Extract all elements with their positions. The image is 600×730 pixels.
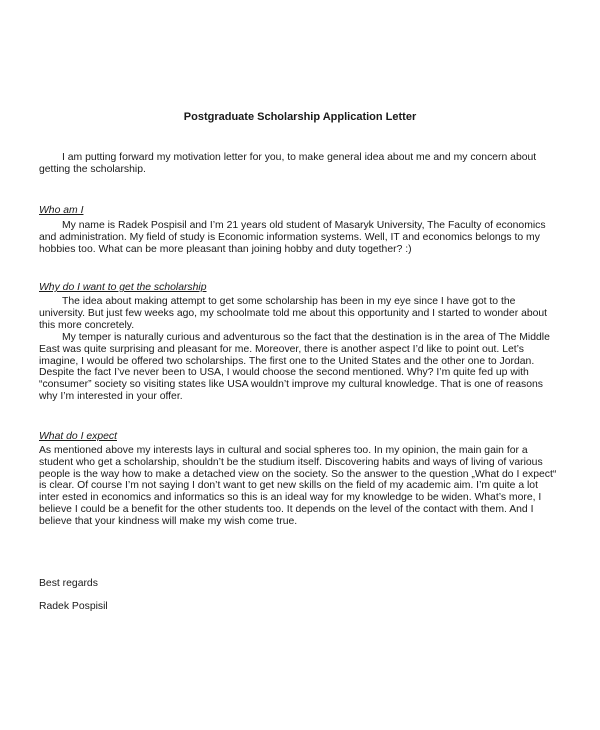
text-line: student who get a scholarship, shouldn’t be the studium itself. Discovering habits and ways of living of various <box>39 456 543 468</box>
text-line: hobbies too. What can be more pleasant than joining hobby and duty together? :) <box>39 243 412 255</box>
text-line: this more concretely. <box>39 319 135 331</box>
text-line: East was quite surprising and pleasant for me. Moreover, there is another aspect I’d like to point out. Let’s <box>39 343 524 355</box>
section-heading-what-do-i-expect: What do I expect <box>39 431 117 442</box>
text-line: As mentioned above my interests lays in cultural and social spheres too. In my opinion, the main gain for a <box>39 445 528 456</box>
text-line: My name is Radek Pospisil and I’m 21 years old student of Masaryk University, The Faculty of economics <box>62 220 546 231</box>
intro-paragraph <box>39 152 563 176</box>
text-line: and administration. My field of study is Economic information systems. Well, IT and economics belongs to my <box>39 231 540 243</box>
text-line: university. But just few weeks ago, my schoolmate told me about this opportunity and I started to wonder about <box>39 307 548 319</box>
signature-text: Radek Pospisil <box>39 601 108 612</box>
text-line: why I’m interested in your offer. <box>39 390 183 402</box>
section-paragraph <box>39 332 563 403</box>
text-line: “consumer” society so visiting states like USA wouldn’t improve my cultural knowledge. That is one of reasons <box>39 379 543 391</box>
text-line: people is the way how to make a detached view on the society. So the answer to the question „What do I expect“ <box>39 468 557 480</box>
section-paragraph <box>39 220 563 255</box>
text-line: I am putting forward my motivation letter for you, to make general idea about me and my concern about <box>62 152 537 163</box>
text-line: believe that your kindness will make my wish come true. <box>39 515 298 527</box>
section-paragraph <box>39 296 563 331</box>
text-line: is clear. Of course I’m not saying I don’t want to get new skills on the field of my academic aim. I’m quite a lot <box>39 480 538 492</box>
text-line: getting the scholarship. <box>39 163 146 175</box>
text-line: Despite the fact I’ve never been to USA, I would choose the second mentioned. Why? I’m quite fed up with <box>39 367 529 379</box>
closing-text: Best regards <box>39 578 98 589</box>
text-line: My temper is naturally curious and adventurous so the fact that the destination is in the area of The Middle <box>62 332 550 343</box>
text-line: inter ested in economics and informatics so this is an ideal way for my knowledge to be widen. What’s more, I <box>39 492 542 504</box>
text-line: imagine, I would be offered two scholarships. The first one to the United States and the other one to Jordan. <box>39 355 535 367</box>
section-heading-why: Why do I want to get the scholarship <box>39 282 207 293</box>
page-title: Postgraduate Scholarship Application Letter <box>183 111 417 123</box>
section-paragraph <box>39 445 563 528</box>
section-heading-who-am-i: Who am I <box>39 205 84 216</box>
text-line: believe I could be a benefit for the other students too. It depends on the level of the contact with them. And I <box>39 503 534 515</box>
text-line: The idea about making attempt to get some scholarship has been in my eye since I have got to the <box>62 296 516 307</box>
